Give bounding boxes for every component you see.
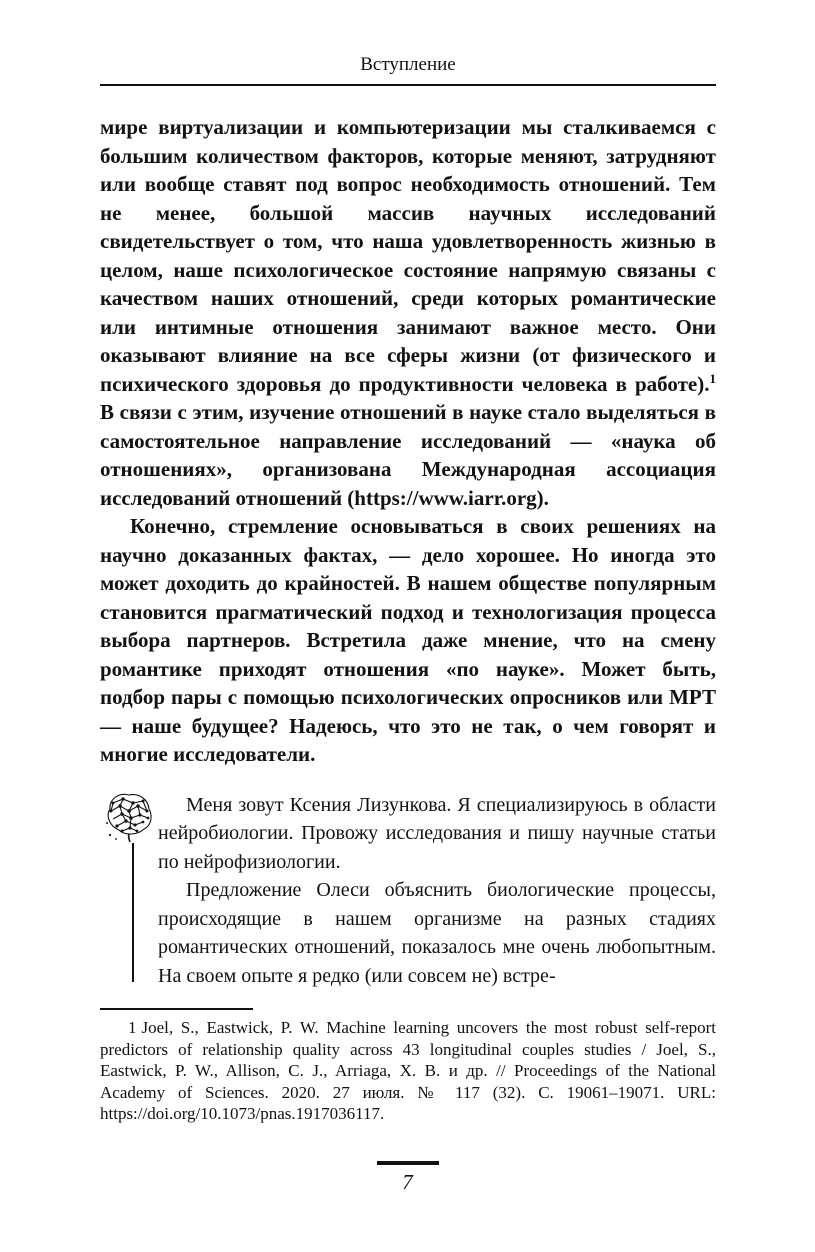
author-aside-block	[100, 791, 716, 991]
footnote-marker: 1	[128, 1018, 137, 1037]
footnote-text: Joel, S., Eastwick, P. W. Machine learning uncovers the most robust self-report predictors of relationship quality across 43 longitudinal couples studies / Joel, S., Eastwick, P. W., Allison, C. J., Arriaga, X. B. и др. // Proceedings of the National Academy of Sciences. 2020. 27 июля. № 117 (32). С. 19061–19071. URL: https://doi.org/10.1073/pnas.1917036117.	[100, 1018, 716, 1123]
header-rule	[100, 84, 716, 86]
aside-ornament-column	[100, 791, 158, 991]
paragraph-text: мире виртуализации и компьютеризации мы сталкиваемся с большим количеством факторов, которые меняют, затрудняют или вообще ставят под вопрос необходимость отношений. Тем не менее, большой массив научных исследований свидетельствует о том, что наша удовлетворенность жизнью в целом, наше психологическое состояние напрямую связаны с качеством наших отношений, среди которых романтические или интимные отношения занимают важное место. Они оказывают влияние на все сферы жизни (от физического и психического здоровья до продуктивности человека в работе).	[100, 115, 716, 396]
footnote-reference: 1	[709, 370, 716, 386]
footnote-separator	[100, 1008, 253, 1010]
footnote	[100, 1017, 716, 1125]
footer-ornament-bar	[377, 1161, 439, 1165]
body-paragraph-1	[100, 113, 716, 512]
aside-paragraph-2: Предложение Олеси объяснить биологические процессы, происходящие в нашем организме на разных стадиях романтических отношений, показалось мне очень любопытным. На своем опыте я редко (или совсем не) встре-	[158, 879, 716, 987]
quote-stem-line	[132, 843, 134, 983]
body-paragraph-2: Конечно, стремление основываться в своих решениях на научно доказанных фактах, — дело хорошее. Но иногда это может доходить до крайностей. В нашем обществе популярным становится прагматический подход и технологизация процесса выбора партнеров. Встретила даже мнение, что на смену романтике приходят отношения «по науке». Может быть, подбор пары с помощью психологических опросников или МРТ — наше будущее? Надеюсь, что это не так, о чем говорят и многие исследователи.	[100, 514, 716, 766]
paragraph-text: В связи с этим, изучение отношений в науке стало выделяться в самостоятельное направление исследований — «наука об отношениях», организована Международная ассоциация исследований отношений (https://www.iarr.org).	[100, 400, 716, 510]
running-head-title: Вступление	[360, 54, 456, 75]
dandelion-sprig-icon	[103, 791, 155, 845]
aside-paragraph-1: Меня зовут Ксения Лизункова. Я специализируюсь в области нейробиологии. Провожу исследования и пишу научные статьи по нейрофизиологии.	[158, 793, 716, 873]
page-number: 7	[402, 1170, 413, 1194]
page-footer	[0, 1161, 815, 1194]
aside-text-column	[158, 791, 716, 991]
page-content	[100, 0, 716, 1125]
